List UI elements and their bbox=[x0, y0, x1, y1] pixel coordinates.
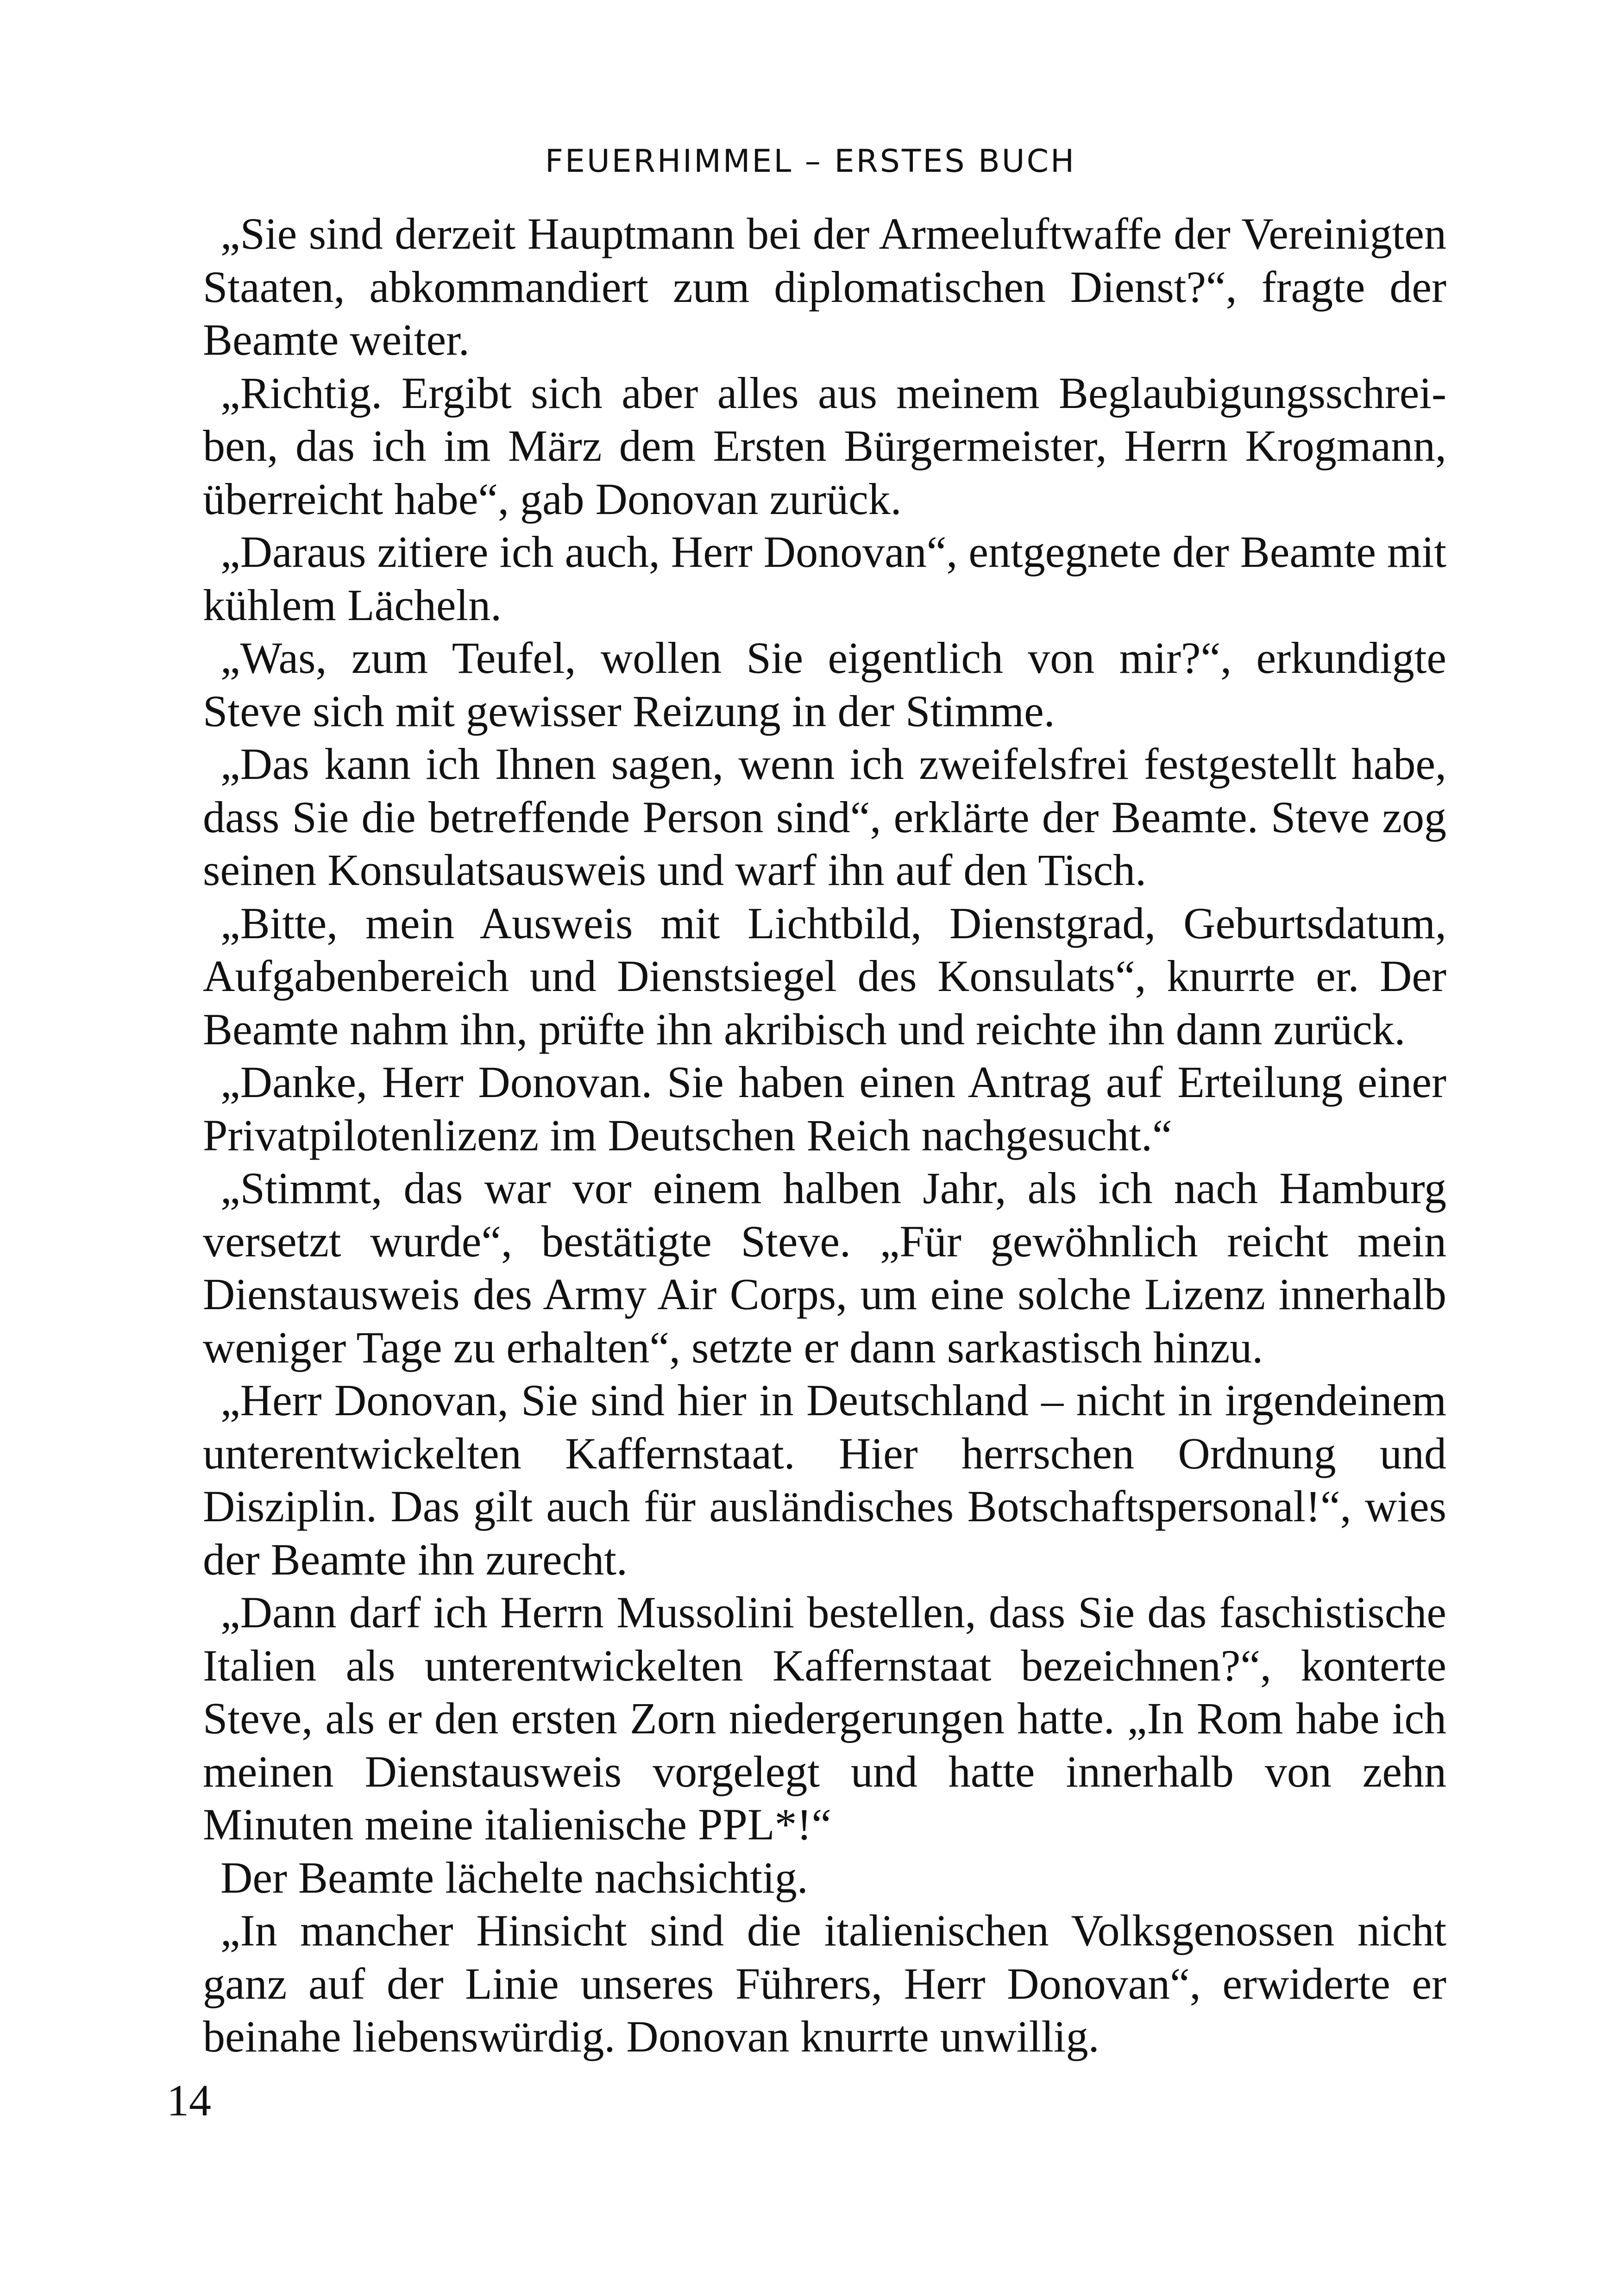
paragraph: „Sie sind derzeit Hauptmann bei der Armeeluftwaffe der Vereinigten Staaten, abkommandiert zum diplomatischen Dienst?“, fragte der Beamte weiter. bbox=[203, 209, 1446, 364]
page-number: 14 bbox=[167, 2076, 211, 2125]
paragraph: „Dann darf ich Herrn Mussolini bestellen, dass Sie das faschistische Italien als unterentwickelten Kaffernstaat bezeichnen?“, konterte Steve, als er den ersten Zorn niedergerungen hatte. „In Rom habe ich meinen Dienstausweis vorgelegt und hatte innerhalb von zehn Minuten meine italienische PPL*!“ bbox=[203, 1587, 1446, 1849]
paragraph: „Herr Donovan, Sie sind hier in Deutschland – nicht in irgendeinem unterentwickelten Kaffernstaat. Hier herrschen Ordnung und Disziplin. Das gilt auch für ausländisches Botschaftspersonal!“, wies der Beamte ihn zurecht. bbox=[203, 1375, 1446, 1584]
paragraph: Der Beamte lächelte nachsichtig. bbox=[220, 1852, 808, 1902]
paragraph: „Bitte, mein Ausweis mit Lichtbild, Dienstgrad, Geburtsdatum, Aufgabenbereich und Dienstsiegel des Konsulats“, knurrte er. Der Beamte nahm ihn, prüfte ihn akribisch und reichte ihn dann zurück. bbox=[203, 898, 1446, 1054]
paragraph: „Daraus zitiere ich auch, Herr Donovan“, entgegnete der Beamte mit kühlem Lächeln. bbox=[203, 527, 1446, 630]
paragraph: „Stimmt, das war vor einem halben Jahr, als ich nach Hamburg versetzt wurde“, bestätigte Steve. „Für gewöhnlich reicht mein Dienstausweis des Army Air Corps, um eine solche Lizenz innerhalb weniger Tage zu erhalten“, setzte er dann sarkastisch hinzu. bbox=[203, 1163, 1446, 1372]
paragraph: „Was, zum Teufel, wollen Sie eigentlich von mir?“, erkundigte Steve sich mit gewisser Reizung in der Stimme. bbox=[203, 633, 1446, 736]
paragraph: „In mancher Hinsicht sind die italienischen Volksgenossen nicht ganz auf der Linie unseres Führers, Herr Donovan“, erwiderte er beinahe liebenswürdig. Donovan knurrte unwillig. bbox=[203, 1906, 1446, 2061]
paragraph: „Das kann ich Ihnen sagen, wenn ich zweifelsfrei festgestellt habe, dass Sie die betreffende Person sind“, erklärte der Beamte. Steve zog seinen Konsulatsausweis und warf ihn auf den Tisch. bbox=[203, 739, 1446, 895]
paragraph: „Danke, Herr Donovan. Sie haben einen Antrag auf Erteilung einer Privatpilotenlizenz im Deutschen Reich nachgesucht.“ bbox=[203, 1057, 1446, 1160]
paragraph: „Richtig. Ergibt sich aber alles aus meinem Beglaubigungsschreiben, das ich im März dem Ersten Bürgermeister, Herrn Krogmann, überreicht habe“, gab Donovan zurück. bbox=[203, 368, 1446, 524]
body-text bbox=[203, 207, 1446, 2064]
running-head: FEUERHIMMEL – ERSTES BUCH bbox=[545, 143, 1076, 180]
